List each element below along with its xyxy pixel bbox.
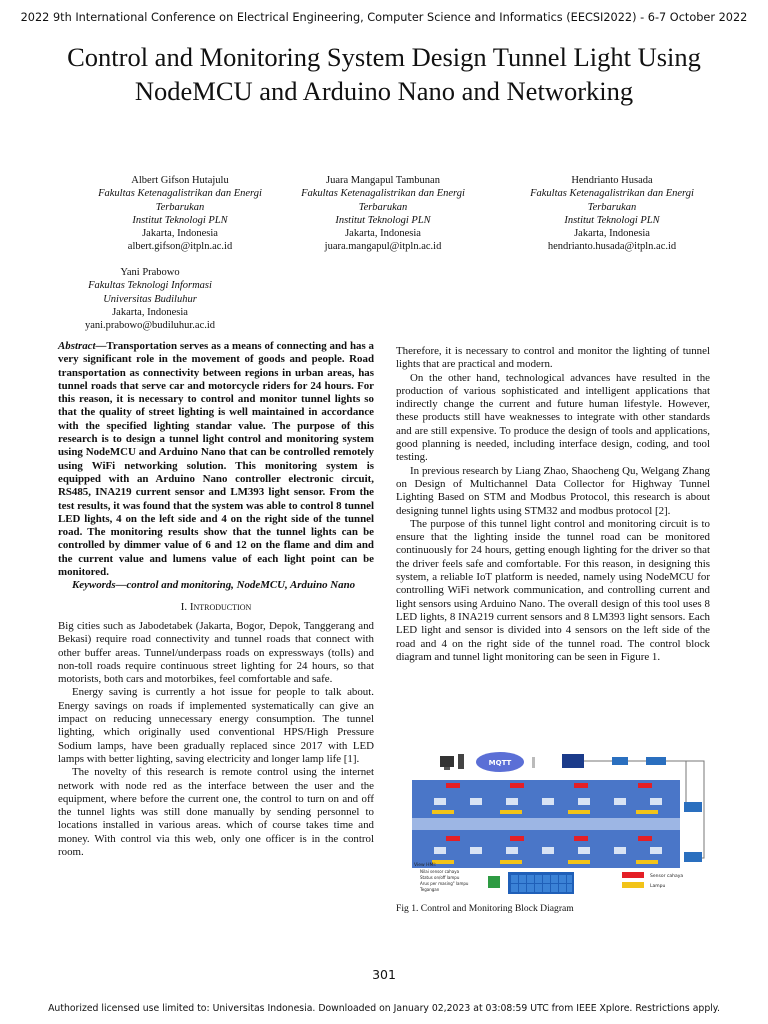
sensor-icon xyxy=(614,847,626,854)
sensor-icon xyxy=(614,798,626,805)
author-name: Albert Gifson Hutajulu xyxy=(131,175,229,186)
author-institution: Institut Teknologi PLN xyxy=(564,214,660,226)
author-name: Yani Prabowo xyxy=(120,267,180,278)
paragraph: Big cities such as Jabodetabek (Jakarta, Bogor, Depok, Tanggerang and Bekasi) require road connectivity and tunnel roads that connect with other buffer areas. Tunnel/underpass roads on expressways (tolls) and non-toll roads require continuous street lighting for 24 hours, so that motorists, both cars and motorbikes, feel comfortable and safe. xyxy=(58,619,374,686)
sensor-icon xyxy=(578,847,590,854)
paragraph: In previous research by Liang Zhao, Shaocheng Qu, Welgang Zhang on Design of Multichannel Data Collector for Highway Tunnel Lighting Based on STM and Modbus Protocol, this research is about designing tunnel lights using STM32 and modbus protocol [2]. xyxy=(396,464,710,517)
paragraph: Energy saving is currently a hot issue for people to talk about. Energy savings on roads if implemented systematically can give an impact on reducing unnecessary energy consumption. The tunnel lighting, which originally used conventional HPS/High Pressure Sodium lamps, have been gradually replaced since 2017 with LED lamps with better lighting, saving electricity and longer lamp life [1]. xyxy=(58,686,374,765)
author-name: Hendrianto Husada xyxy=(571,175,653,186)
section-heading: I. Introduction xyxy=(180,600,252,613)
author-name: Juara Mangapul Tambunan xyxy=(326,175,440,186)
conference-header: 2022 9th International Conference on Electrical Engineering, Computer Science and Informatics (EECSI2022) - 6-7 October 2022 xyxy=(20,11,748,24)
sensor-strip xyxy=(568,810,590,814)
author-block-3 xyxy=(510,174,714,254)
sensor-icon xyxy=(506,847,518,854)
abstract-text: —Transportation serves as a means of connecting and has a very significant role in the movement of goods and people. Road transportation as connectivity between regions in urban areas, has tunnel roads that serve car and motorcycle riders for 24 hours. For this reason, it is necessary to control and monitor tunnel lights so that the quality of street lighting is well maintained in accordance with the specified lighting standar value. The purpose of this research is to design a tunnel light control and monitoring system using NodeMCU and Arduino Nano that can be controlled remotely using WiFi networking solution. This monitoring system is equipped with an Arduino Nano controller electronic circuit, RS485, INA219 current sensor and LM393 light sensor. From the test results, it was found that the system was able to control 8 tunnel LED lights, 4 on the left side and 4 on the right side of the tunnel road. The monitoring results show that the tunnel lights can be controlled by dimmer value of 6 and 12 on the flame and dim and the current value and lumens value of each light point can be monitored. xyxy=(58,340,374,579)
paragraph: On the other hand, technological advances have resulted in the production of various sophisticated and intelligent applications that indirectly change the current and future human lifestyle. However, these products still have weaknesses to integrate with other standards and are still expensive. To produce the design of tools and applications, good planning is needed, including interface design, coding, and tool testing. xyxy=(396,371,710,464)
author-city: Jakarta, Indonesia xyxy=(142,228,218,240)
lamp xyxy=(638,836,652,841)
author-email[interactable]: hendrianto.husada@itpln.ac.id xyxy=(547,241,677,253)
sensor-module-icon xyxy=(684,802,702,812)
sensor-icon xyxy=(650,798,662,805)
sensor-icon xyxy=(578,798,590,805)
sensor-icon xyxy=(470,798,482,805)
key-sensor-swatch xyxy=(622,872,644,878)
author-faculty: Fakultas Ketenagalistrikan dan Energi Terbarukan xyxy=(301,188,465,213)
page-number: 301 xyxy=(372,967,396,982)
sensor-icon xyxy=(434,798,446,805)
monitor-icon xyxy=(440,756,454,767)
right-column xyxy=(396,345,710,664)
block-diagram-figure xyxy=(408,748,714,896)
legend-title: View HMI: xyxy=(414,863,437,868)
author-city: Jakarta, Indonesia xyxy=(112,306,188,318)
author-email[interactable]: yani.prabowo@budiluhur.ac.id xyxy=(84,320,216,332)
rs485-module-icon xyxy=(612,757,628,765)
paragraph: The purpose of this tunnel light control and monitoring circuit is to ensure that the lighting inside the tunnel road can be monitored continuously for 24 hours, getting enough lighting for the driver so that the driver feels safe and comfortable. For this reason, in designing this system, a reliable IoT platform is needed, namely using NodeMCU for controlling WiFi network communication, and controlling current and light sensors using Arduino Nano. The overall design of this tool uses 8 LED lights, 8 INA219 current sensors and 8 LM393 light sensors. Each LED light and sensor is divided into 4 sensors on the left side of the road and 4 on the right side of the tunnel road. The control block diagram and tunnel light monitoring can be seen in Figure 1. xyxy=(396,517,710,663)
relay-board-icon xyxy=(508,872,574,894)
arduino-nano-icon xyxy=(646,757,666,765)
author-institution: Institut Teknologi PLN xyxy=(335,214,431,226)
sensor-strip xyxy=(500,810,522,814)
key-lamp-swatch xyxy=(622,882,644,888)
lamp xyxy=(446,836,460,841)
license-footer: Authorized licensed use limited to: Universitas Indonesia. Downloaded on January 02,2023 at 03:08:59 UTC from IEEE Xplore. Restrictions apply. xyxy=(48,1003,720,1014)
sensor-strip xyxy=(636,860,658,864)
author-institution: Institut Teknologi PLN xyxy=(132,214,228,226)
server-icon xyxy=(458,754,464,769)
author-email[interactable]: albert.gifson@itpln.ac.id xyxy=(127,241,233,253)
author-faculty: Fakultas Ketenagalistrikan dan Energi Terbarukan xyxy=(98,188,262,213)
author-city: Jakarta, Indonesia xyxy=(345,228,421,240)
sensor-strip xyxy=(568,860,590,864)
paragraph: Therefore, it is necessary to control and monitor the lighting of tunnel lights that are practical and modern. xyxy=(396,345,710,371)
sensor-icon xyxy=(470,847,482,854)
abstract xyxy=(58,340,374,579)
sensor-strip xyxy=(432,810,454,814)
power-module-icon xyxy=(488,876,500,888)
key-lamp-label: Lampu xyxy=(650,884,666,889)
lamp xyxy=(446,783,460,788)
legend-item: Status on/off lampu xyxy=(420,875,460,880)
keywords: Keywords—control and monitoring, NodeMCU, Arduino Nano xyxy=(72,579,356,592)
key-sensor-label: Sensor cahaya xyxy=(650,874,684,879)
left-column xyxy=(58,340,374,859)
author-city: Jakarta, Indonesia xyxy=(574,228,650,240)
author-email[interactable]: juara.mangapul@itpln.ac.id xyxy=(324,241,442,253)
lamp xyxy=(510,783,524,788)
nodemcu-board-icon xyxy=(562,754,584,768)
sensor-strip xyxy=(636,810,658,814)
legend-item: Tegangan xyxy=(420,887,440,892)
legend-item: Arus per masing" lampu xyxy=(420,881,469,886)
sensor-icon xyxy=(650,847,662,854)
author-institution: Universitas Budiluhur xyxy=(103,293,197,305)
sensor-icon xyxy=(542,847,554,854)
lamp xyxy=(510,836,524,841)
author-block-2 xyxy=(298,174,468,254)
paper-title: Control and Monitoring System Design Tunnel Light Using NodeMCU and Arduino Nano and Networking xyxy=(67,42,701,106)
author-faculty: Fakultas Ketenagalistrikan dan Energi Terbarukan xyxy=(530,188,694,213)
antenna-icon xyxy=(532,757,535,768)
cloud-label: MQTT xyxy=(488,759,512,767)
monitor-stand-icon xyxy=(444,767,450,770)
author-block-4 xyxy=(60,266,240,332)
author-block-1 xyxy=(80,174,280,254)
figure-caption: Fig 1. Control and Monitoring Block Diagram xyxy=(396,903,574,914)
sensor-icon xyxy=(542,798,554,805)
legend-item: Nilai sensor cahaya xyxy=(420,869,460,874)
sensor-strip xyxy=(500,860,522,864)
lamp xyxy=(574,836,588,841)
lamp xyxy=(574,783,588,788)
paragraph: The novelty of this research is remote control using the internet network with node red as the interface between the user and the equipment, where before the current one, the control to turn on and off the tunnel lights was still done manually by sending personnel to locations installed in various areas. which of course takes time and money. With control via this web, only one officer is in the control room. xyxy=(58,766,374,858)
author-faculty: Fakultas Teknologi Informasi xyxy=(88,280,212,292)
sensor-icon xyxy=(506,798,518,805)
sensor-icon xyxy=(434,847,446,854)
abstract-label: Abstract xyxy=(58,340,96,352)
road-divider xyxy=(412,818,680,830)
sensor-module-icon xyxy=(684,852,702,862)
lamp xyxy=(638,783,652,788)
